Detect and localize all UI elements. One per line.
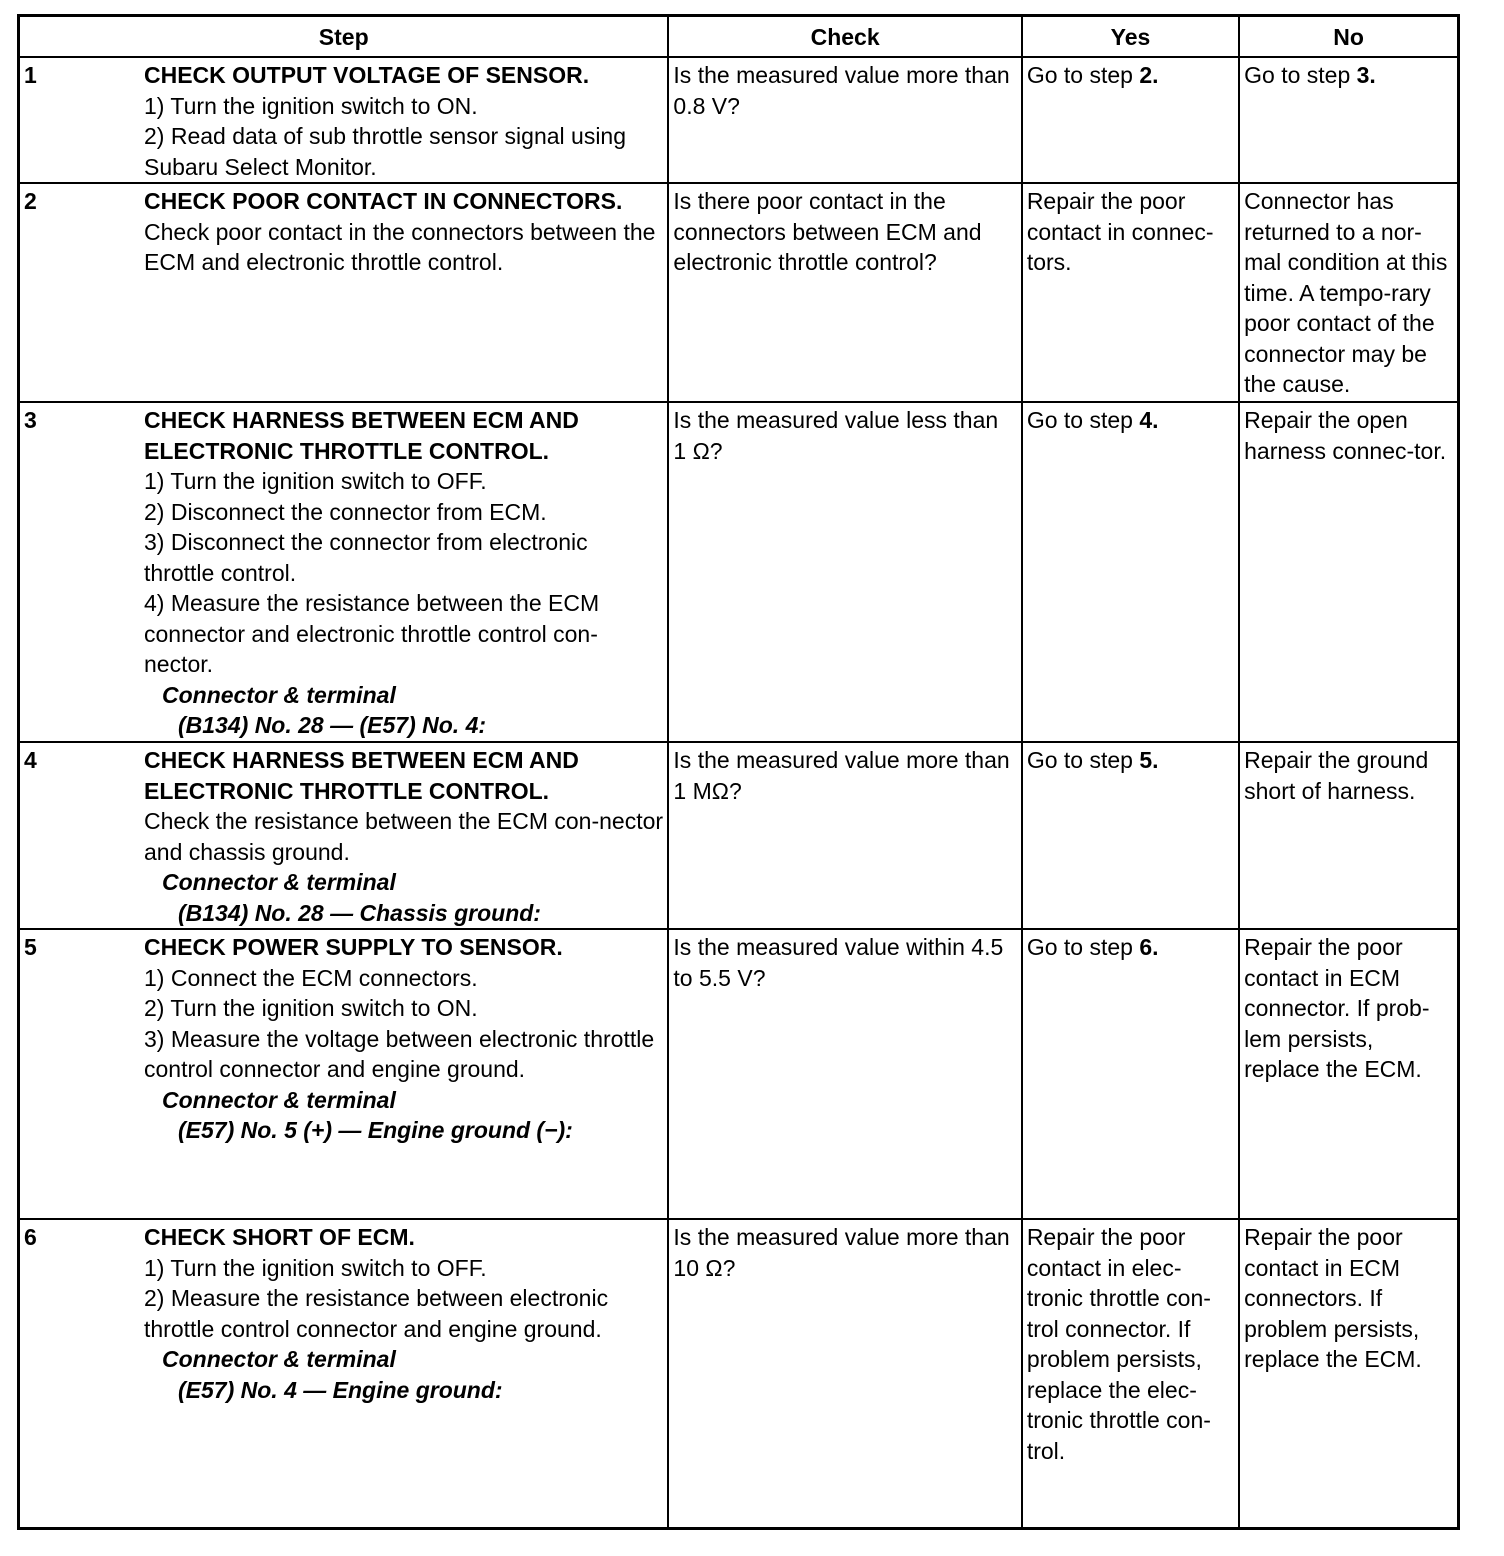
step-instruction: 1) Connect the ECM connectors. <box>144 964 478 991</box>
step-instruction: 3) Measure the voltage between electronic throttle control connector and engine ground. <box>144 1025 655 1082</box>
no-text: Go to step <box>1244 62 1357 88</box>
no-text: Repair the poor contact in ECM connectors. If problem persists, replace the ECM. <box>1244 1224 1422 1372</box>
yes-text: Repair the poor contact in elec-tronic throttle con-trol connector. If problem persists, replace the elec-tronic throttle con-trol. <box>1026 1224 1211 1464</box>
connector-terminal-value: (B134) No. 28 — (E57) No. 4: <box>178 712 487 738</box>
no-text: Repair the open harness connec-tor. <box>1244 407 1447 464</box>
connector-terminal-label: Connector & terminal <box>162 1086 396 1113</box>
check-question: Is there poor contact in the connectors between ECM and electronic throttle control? <box>673 188 982 275</box>
step-instruction: 1) Turn the ignition switch to OFF. <box>144 1254 487 1281</box>
yes-step-link[interactable]: 5. <box>1139 747 1159 773</box>
check-question: Is the measured value more than 10 Ω? <box>673 1224 1010 1281</box>
table-row <box>19 1219 1459 1529</box>
no-cell <box>1239 183 1458 402</box>
table-row <box>19 183 1459 402</box>
no-step-link[interactable]: 3. <box>1356 62 1376 88</box>
step-instruction: 4) Measure the resistance between the ECM connector and electronic throttle control con-nector. <box>144 590 600 677</box>
no-cell <box>1239 57 1458 183</box>
no-cell <box>1239 1219 1458 1529</box>
table-header-row <box>19 16 1459 58</box>
table-row <box>19 402 1459 742</box>
connector-terminal-label: Connector & terminal <box>162 681 396 708</box>
step-cell <box>19 183 669 402</box>
header-yes: Yes <box>1022 16 1239 58</box>
no-text: Repair the ground short of harness. <box>1244 747 1429 804</box>
check-cell <box>668 1219 1021 1529</box>
step-number: 2 <box>24 188 37 214</box>
yes-step-link[interactable]: 2. <box>1139 62 1159 88</box>
yes-text: Go to step <box>1026 747 1140 773</box>
check-cell <box>668 57 1021 183</box>
step-number: 1 <box>24 62 37 88</box>
step-title: CHECK POWER SUPPLY TO SENSOR. <box>144 934 563 960</box>
check-cell <box>668 183 1021 402</box>
check-cell <box>668 402 1021 742</box>
yes-text: Repair the poor contact in connec-tors. <box>1026 188 1214 275</box>
header-no: No <box>1239 16 1458 58</box>
step-instruction: 3) Disconnect the connector from electronic throttle control. <box>144 529 588 586</box>
step-title: CHECK SHORT OF ECM. <box>144 1224 415 1250</box>
step-instruction: 1) Turn the ignition switch to ON. <box>144 92 478 119</box>
step-instruction: 1) Turn the ignition switch to OFF. <box>144 468 487 494</box>
connector-terminal-value: (B134) No. 28 — Chassis ground: <box>178 899 541 926</box>
step-cell <box>19 742 669 929</box>
step-cell <box>19 402 669 742</box>
step-cell <box>19 929 669 1219</box>
step-instruction: Check the resistance between the ECM con-nector and chassis ground. <box>144 808 664 865</box>
step-number: 5 <box>24 934 37 960</box>
yes-cell <box>1022 402 1239 742</box>
step-instruction: 2) Read data of sub throttle sensor signal using Subaru Select Monitor. <box>144 123 627 180</box>
step-number: 3 <box>24 407 37 433</box>
no-cell <box>1239 929 1458 1219</box>
step-instruction: 2) Measure the resistance between electronic throttle control connector and engine ground. <box>144 1285 609 1342</box>
table-body <box>19 57 1459 1529</box>
step-title: CHECK HARNESS BETWEEN ECM AND ELECTRONIC THROTTLE CONTROL. <box>144 747 579 804</box>
check-question: Is the measured value more than 1 MΩ? <box>673 747 1010 804</box>
no-cell <box>1239 402 1458 742</box>
header-step: Step <box>19 16 669 58</box>
connector-terminal-value: (E57) No. 5 (+) — Engine ground (−): <box>178 1117 573 1143</box>
check-question: Is the measured value less than 1 Ω? <box>673 407 999 464</box>
table-row <box>19 57 1459 183</box>
yes-cell <box>1022 57 1239 183</box>
table-row <box>19 742 1459 929</box>
step-cell <box>19 1219 669 1529</box>
step-cell <box>19 57 669 183</box>
step-instruction: 2) Disconnect the connector from ECM. <box>144 498 547 525</box>
connector-terminal-label: Connector & terminal <box>162 869 396 895</box>
step-title: CHECK HARNESS BETWEEN ECM AND ELECTRONIC THROTTLE CONTROL. <box>144 407 579 464</box>
yes-cell <box>1022 1219 1239 1529</box>
yes-cell <box>1022 929 1239 1219</box>
yes-cell <box>1022 742 1239 929</box>
step-number: 4 <box>24 747 37 773</box>
yes-step-link[interactable]: 4. <box>1139 407 1159 433</box>
step-number: 6 <box>24 1224 37 1250</box>
step-title: CHECK OUTPUT VOLTAGE OF SENSOR. <box>144 62 590 88</box>
no-cell <box>1239 742 1458 929</box>
step-instruction: 2) Turn the ignition switch to ON. <box>144 995 478 1021</box>
yes-text: Go to step <box>1026 934 1140 960</box>
yes-cell <box>1022 183 1239 402</box>
check-cell <box>668 929 1021 1219</box>
check-question: Is the measured value more than 0.8 V? <box>673 62 1010 119</box>
step-title: CHECK POOR CONTACT IN CONNECTORS. <box>144 188 623 214</box>
check-cell <box>668 742 1021 929</box>
table-row <box>19 929 1459 1219</box>
connector-terminal-label: Connector & terminal <box>162 1346 396 1372</box>
connector-terminal-value: (E57) No. 4 — Engine ground: <box>178 1376 503 1403</box>
step-instruction: Check poor contact in the connectors between the ECM and electronic throttle control. <box>144 218 656 275</box>
yes-text: Go to step <box>1026 62 1140 88</box>
header-check: Check <box>668 16 1021 58</box>
no-text: Connector has returned to a nor-mal condition at this time. A tempo-rary poor contact of the connector may be the cause. <box>1244 188 1448 397</box>
check-question: Is the measured value within 4.5 to 5.5 V? <box>673 934 1004 991</box>
no-text: Repair the poor contact in ECM connector. If prob-lem persists, replace the ECM. <box>1244 934 1430 1082</box>
diagnostic-procedure-table <box>17 14 1460 1530</box>
yes-text: Go to step <box>1026 407 1140 433</box>
yes-step-link[interactable]: 6. <box>1139 934 1159 960</box>
